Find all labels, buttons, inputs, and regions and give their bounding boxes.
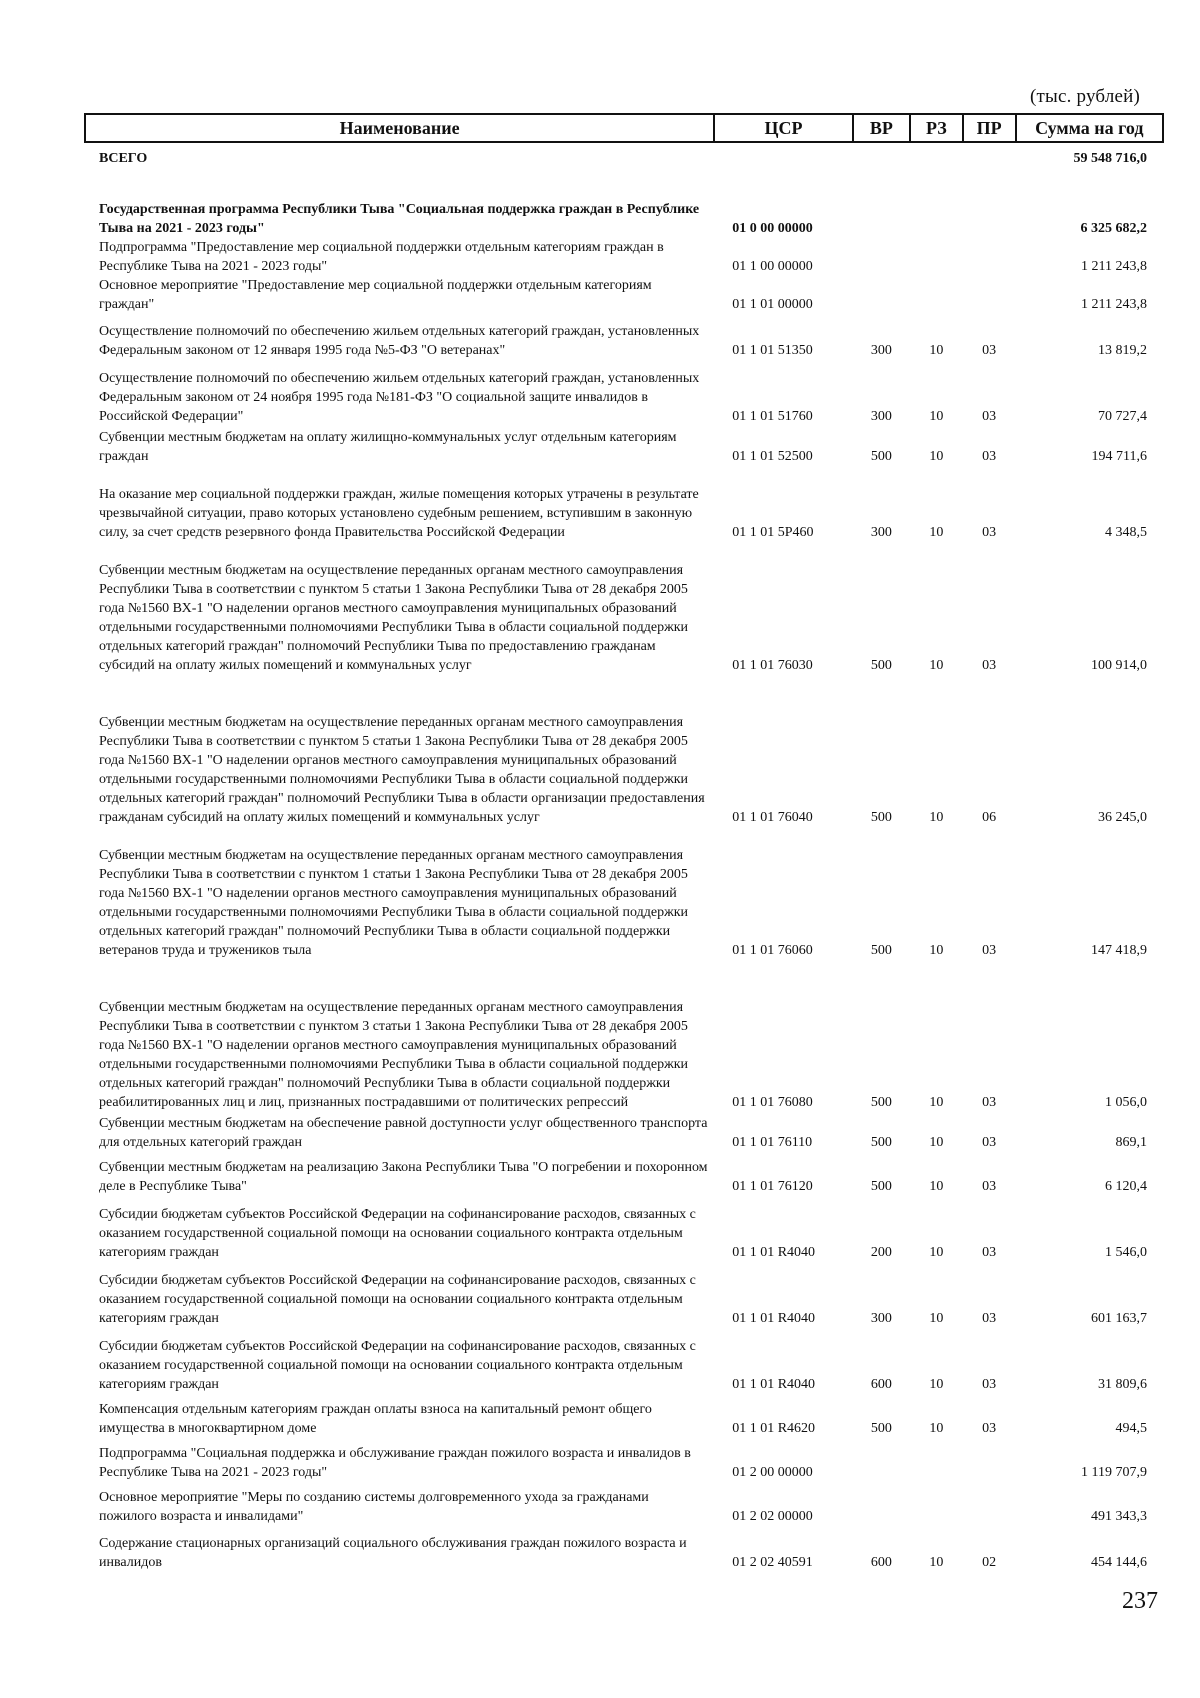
row-sum: 1 056,0	[1105, 1095, 1147, 1110]
row-sum: 31 809,6	[1098, 1377, 1147, 1392]
table-row	[85, 360, 1163, 426]
row-vr: 300	[870, 1311, 892, 1326]
row-rz: 10	[929, 1377, 944, 1392]
row-csr: 01 1 01 51760	[732, 409, 813, 424]
table-row	[85, 466, 1163, 542]
row-vr: 500	[870, 810, 892, 825]
row-rz: 10	[929, 449, 944, 464]
row-csr: 01 1 01 00000	[732, 297, 813, 312]
row-pr	[963, 196, 1016, 238]
row-name: Подпрограмма "Предоставление мер социальной поддержки отдельным категориям граждан в Республике Тыва на 2021 - 2023 годы"	[99, 240, 664, 274]
table-row	[85, 314, 1163, 360]
table-row	[85, 1438, 1163, 1482]
row-pr: 03	[982, 449, 997, 464]
row-vr	[853, 276, 910, 314]
row-pr: 03	[982, 658, 997, 673]
row-csr: 01 1 01 R4040	[732, 1311, 816, 1326]
row-sum: 1 211 243,8	[1081, 259, 1147, 274]
row-sum: 494,5	[1115, 1421, 1147, 1436]
row-sum: 70 727,4	[1098, 409, 1147, 424]
row-vr: 500	[870, 1135, 892, 1150]
table-row	[85, 1152, 1163, 1196]
row-name: Компенсация отдельным категориям граждан оплаты взноса на капитальный ремонт общего имущества в многоквартирном доме	[99, 1402, 652, 1436]
table-row	[85, 426, 1163, 466]
row-sum: 1 119 707,9	[1081, 1465, 1147, 1480]
row-vr: 500	[870, 449, 892, 464]
row-rz	[910, 276, 963, 314]
row-vr	[853, 142, 910, 176]
row-sum: 601 163,7	[1091, 1311, 1147, 1326]
row-vr: 500	[870, 1179, 892, 1194]
row-name: Подпрограмма "Социальная поддержка и обслуживание граждан пожилого возраста и инвалидов в Республике Тыва на 2021 - 2023 годы"	[99, 1446, 691, 1480]
table-row	[85, 196, 1163, 238]
table-row	[85, 827, 1163, 960]
table-row	[85, 1112, 1163, 1152]
row-rz: 10	[929, 810, 944, 825]
row-sum: 13 819,2	[1098, 343, 1147, 358]
row-name: Субсидии бюджетам субъектов Российской Федерации на софинансирование расходов, связанных с оказанием государственной социальной помощи на основании социального контракта отдельным категориям граждан	[99, 1207, 696, 1260]
row-rz: 10	[929, 1135, 944, 1150]
row-vr: 600	[870, 1555, 892, 1570]
table-row	[85, 1482, 1163, 1526]
row-pr	[963, 238, 1016, 276]
row-pr	[963, 142, 1016, 176]
row-vr: 500	[870, 658, 892, 673]
row-name: Субвенции местным бюджетам на обеспечение равной доступности услуг общественного транспорта для отдельных категорий граждан	[99, 1116, 708, 1150]
header-rz: РЗ	[910, 114, 963, 142]
row-vr	[853, 196, 910, 238]
row-pr: 03	[982, 1135, 997, 1150]
row-csr: 01 1 01 76030	[732, 658, 813, 673]
row-vr: 600	[870, 1377, 892, 1392]
row-name: Субсидии бюджетам субъектов Российской Федерации на софинансирование расходов, связанных с оказанием государственной социальной помощи на основании социального контракта отдельным категориям граждан	[99, 1273, 696, 1326]
row-rz: 10	[929, 943, 944, 958]
row-pr: 03	[982, 943, 997, 958]
row-rz	[910, 142, 963, 176]
row-rz: 10	[929, 525, 944, 540]
row-sum: 1 546,0	[1105, 1245, 1147, 1260]
row-rz: 10	[929, 1555, 944, 1570]
row-vr: 300	[870, 343, 892, 358]
row-name: Основное мероприятие "Предоставление мер социальной поддержки отдельным категориям граждан"	[99, 278, 652, 312]
row-rz	[910, 238, 963, 276]
row-vr: 300	[870, 525, 892, 540]
row-pr	[963, 1438, 1016, 1482]
row-pr: 03	[982, 343, 997, 358]
row-name: Государственная программа Республики Тыва "Социальная поддержка граждан в Республике Тыва на 2021 - 2023 годы"	[99, 202, 700, 236]
table-row	[85, 1262, 1163, 1328]
row-vr	[853, 1482, 910, 1526]
row-pr	[963, 276, 1016, 314]
row-sum: 869,1	[1115, 1135, 1147, 1150]
units-note: (тыс. рублей)	[1030, 86, 1141, 107]
row-csr: 01 1 01 R4040	[732, 1377, 816, 1392]
row-csr: 01 1 01 51350	[732, 343, 813, 358]
table-row	[85, 675, 1163, 827]
row-name: Субвенции местным бюджетам на осуществление переданных органам местного самоуправления Республики Тыва в соответствии с пунктом 5 статьи 1 Закона Республики Тыва от 28 декабря 2005 года №1560 ВХ-1 "О наделении органов местного самоуправления муниципальных образований отдельными государственными полномочиями Республики Тыва в области социальной поддержки отдельных категорий граждан" полномочий Республики Тыва в области организации предоставления гражданам субсидий на оплату жилых помещений и коммунальных услуг	[99, 715, 705, 825]
row-name: На оказание мер социальной поддержки граждан, жилые помещения которых утрачены в результате чрезвычайной ситуации, право которых установлено судебным решением, вступившим в законную силу, за счет средств резервного фонда Правительства Российской Федерации	[99, 487, 699, 540]
row-rz: 10	[929, 1311, 944, 1326]
row-pr: 03	[982, 409, 997, 424]
row-sum: 147 418,9	[1091, 943, 1147, 958]
row-rz: 10	[929, 343, 944, 358]
row-csr: 01 1 00 00000	[732, 259, 813, 274]
page-number: 237	[1122, 1588, 1158, 1614]
row-sum: 1 211 243,8	[1081, 297, 1147, 312]
row-vr: 500	[870, 1095, 892, 1110]
row-sum: 491 343,3	[1091, 1509, 1147, 1524]
row-vr: 500	[870, 1421, 892, 1436]
row-name: Осуществление полномочий по обеспечению жильем отдельных категорий граждан, установленных Федеральным законом от 12 января 1995 года №5-ФЗ "О ветеранах"	[99, 324, 700, 358]
row-name: Субсидии бюджетам субъектов Российской Федерации на софинансирование расходов, связанных с оказанием государственной социальной помощи на основании социального контракта отдельным категориям граждан	[99, 1339, 696, 1392]
row-csr: 01 1 01 76120	[732, 1179, 813, 1194]
row-rz	[910, 196, 963, 238]
row-vr: 300	[870, 409, 892, 424]
row-vr: 200	[870, 1245, 892, 1260]
row-pr: 03	[982, 1421, 997, 1436]
row-rz: 10	[929, 658, 944, 673]
table-row	[85, 542, 1163, 675]
row-csr: 01 1 01 76080	[732, 1095, 813, 1110]
row-csr: 01 1 01 76040	[732, 810, 813, 825]
table-header-row	[85, 114, 1163, 142]
row-csr: 01 2 02 40591	[732, 1555, 813, 1570]
row-vr	[853, 238, 910, 276]
row-vr: 500	[870, 943, 892, 958]
budget-table	[84, 113, 1164, 1572]
row-csr: 01 2 00 00000	[732, 1465, 813, 1480]
row-sum: 6 120,4	[1105, 1179, 1147, 1194]
row-csr: 01 1 01 5Р460	[732, 525, 814, 540]
header-vr: ВР	[853, 114, 910, 142]
row-rz	[910, 1438, 963, 1482]
table-row	[85, 1526, 1163, 1572]
table-row	[85, 1328, 1163, 1394]
table-row	[85, 238, 1163, 276]
row-rz: 10	[929, 1095, 944, 1110]
table-row	[85, 276, 1163, 314]
row-csr: 01 2 02 00000	[732, 1509, 813, 1524]
row-name: Субвенции местным бюджетам на осуществление переданных органам местного самоуправления Республики Тыва в соответствии с пунктом 3 статьи 1 Закона Республики Тыва от 28 декабря 2005 года №1560 ВХ-1 "О наделении органов местного самоуправления муниципальных образований отдельными государственными полномочиями Республики Тыва в области социальной поддержки отдельных категорий граждан" полномочий Республики Тыва в области социальной поддержки реабилитированных лиц и лиц, признанных пострадавшими от политических репрессий	[99, 1000, 689, 1110]
row-rz: 10	[929, 1179, 944, 1194]
row-pr: 03	[982, 1095, 997, 1110]
row-csr: 01 1 01 76110	[732, 1135, 813, 1150]
row-name: Субвенции местным бюджетам на реализацию Закона Республики Тыва "О погребении и похоронном деле в Республике Тыва"	[99, 1160, 708, 1194]
header-sum: Сумма на год	[1016, 114, 1163, 142]
row-rz	[910, 1482, 963, 1526]
row-vr	[853, 1438, 910, 1482]
row-sum: 6 325 682,2	[1080, 221, 1147, 236]
row-csr	[714, 142, 853, 176]
row-sum: 36 245,0	[1098, 810, 1147, 825]
row-pr: 03	[982, 525, 997, 540]
header-pr: ПР	[963, 114, 1016, 142]
row-sum: 194 711,6	[1091, 449, 1147, 464]
row-sum: 4 348,5	[1105, 525, 1147, 540]
row-csr: 01 0 00 00000	[732, 221, 813, 236]
row-pr	[963, 1482, 1016, 1526]
row-csr: 01 1 01 R4040	[732, 1245, 816, 1260]
row-name: ВСЕГО	[99, 151, 148, 166]
row-rz: 10	[929, 409, 944, 424]
row-name: Основное мероприятие "Меры по созданию системы долговременного ухода за гражданами пожилого возраста и инвалидами"	[99, 1490, 649, 1524]
row-name: Содержание стационарных организаций социального обслуживания граждан пожилого возраста и инвалидов	[99, 1536, 687, 1570]
table-row	[85, 1394, 1163, 1438]
row-name: Субвенции местным бюджетам на оплату жилищно-коммунальных услуг отдельным категориям граждан	[99, 430, 677, 464]
row-sum: 454 144,6	[1091, 1555, 1147, 1570]
table-row-total	[85, 142, 1163, 176]
row-csr: 01 1 01 76060	[732, 943, 813, 958]
row-pr: 03	[982, 1179, 997, 1194]
row-csr: 01 1 01 R4620	[732, 1421, 816, 1436]
row-name: Осуществление полномочий по обеспечению жильем отдельных категорий граждан, установленных Федеральным законом от 24 ноября 1995 года №181-ФЗ "О социальной защите инвалидов в Российской Федерации"	[99, 371, 700, 424]
row-pr: 06	[982, 810, 997, 825]
row-sum: 59 548 716,0	[1073, 151, 1147, 166]
row-pr: 03	[982, 1377, 997, 1392]
table-row	[85, 960, 1163, 1112]
row-rz: 10	[929, 1421, 944, 1436]
row-name: Субвенции местным бюджетам на осуществление переданных органам местного самоуправления Республики Тыва в соответствии с пунктом 1 статьи 1 Закона Республики Тыва от 28 декабря 2005 года №1560 ВХ-1 "О наделении органов местного самоуправления муниципальных образований отдельными государственными полномочиями Республики Тыва в области социальной поддержки отдельных категорий граждан" полномочий Республики Тыва в области социальной поддержки ветеранов труда и тружеников тыла	[99, 848, 689, 958]
row-pr: 03	[982, 1311, 997, 1326]
row-rz: 10	[929, 1245, 944, 1260]
row-sum: 100 914,0	[1091, 658, 1147, 673]
header-name: Наименование	[85, 114, 714, 142]
row-name: Субвенции местным бюджетам на осуществление переданных органам местного самоуправления Республики Тыва в соответствии с пунктом 5 статьи 1 Закона Республики Тыва от 28 декабря 2005 года №1560 ВХ-1 "О наделении органов местного самоуправления муниципальных образований отдельными государственными полномочиями Республики Тыва в области социальной поддержки отдельных категорий граждан" полномочий Республики Тыва по предоставлению гражданам субсидий на оплату жилых помещений и коммунальных услуг	[99, 563, 689, 673]
row-spacer	[85, 176, 1163, 196]
row-pr: 02	[982, 1555, 997, 1570]
row-pr: 03	[982, 1245, 997, 1260]
table-row	[85, 1196, 1163, 1262]
header-csr: ЦСР	[714, 114, 853, 142]
row-csr: 01 1 01 52500	[732, 449, 813, 464]
